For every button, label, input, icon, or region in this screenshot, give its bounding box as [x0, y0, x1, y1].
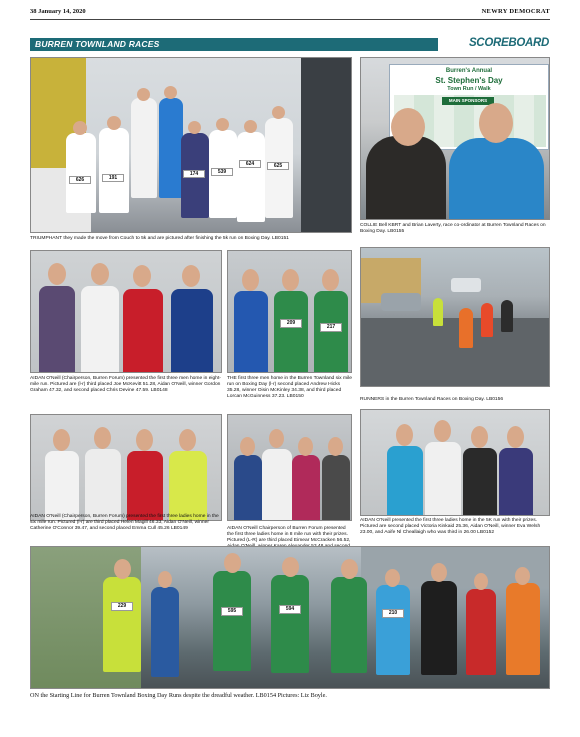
- runner-figure: [237, 132, 265, 222]
- person-head: [328, 437, 343, 456]
- person-figure: [81, 286, 119, 373]
- person-figure: [292, 455, 320, 521]
- person-head: [298, 437, 313, 456]
- runner-head: [188, 121, 201, 134]
- person-head: [53, 429, 70, 451]
- caption-first-three-men-six-mile: THE first three men home in the Burren Townland six mile run on Boxing Day (l-r) second placed Andrew Hicks 35.28, winner Oisin McKinley 34.38, and third placed Lorcan McGuinness 37.23. LB0150: [227, 376, 352, 399]
- photo-runners-road: [360, 247, 550, 387]
- runner-figure: [421, 581, 457, 675]
- person-head: [434, 420, 451, 442]
- parked-car: [451, 278, 481, 292]
- person-head: [133, 265, 151, 287]
- caption-first-three-men-eight-mile: AIDAN O'Neill (Chairperson, Burren Forum) presented the first three men home in eight-mile run. Pictured are (l-r) third placed Joe McKevitt 51.28, Aidan O'Neill, winner Gordon Graham 47.32, and second placed Chris Devine 47.59. LB0148: [30, 376, 221, 393]
- person-figure: [274, 291, 308, 373]
- sign-line-3: Town Run / Walk: [447, 86, 491, 92]
- runner-head: [244, 120, 257, 133]
- photo-first-three-ladies-six-mile: [30, 414, 222, 521]
- person-head: [136, 429, 153, 451]
- person-head: [507, 426, 524, 448]
- photo-first-three-men-six-mile: [227, 250, 352, 373]
- runner-head: [216, 118, 229, 131]
- race-bib: 229: [111, 602, 133, 611]
- photo-background-window: [301, 58, 352, 233]
- person-figure: [425, 442, 461, 516]
- parked-car: [381, 293, 421, 311]
- runner-head: [164, 86, 177, 99]
- runner-figure: [506, 583, 540, 675]
- photo-first-three-ladies-5k: [360, 409, 550, 516]
- runner-figure: [213, 571, 251, 671]
- sign-sponsors-banner: MAIN SPONSORS: [442, 97, 494, 105]
- person-head: [282, 269, 299, 291]
- caption-couch-to-5k: TRIUMPHANT they made the move from Couch to 5k and are pictured after finishing the 5k run on Boxing Day. LB0151: [30, 236, 289, 241]
- person-figure: [39, 286, 75, 373]
- race-bib: 191: [102, 174, 124, 182]
- runner-figure: [501, 300, 513, 332]
- runner-head: [158, 571, 172, 588]
- race-bib: 595: [221, 607, 243, 616]
- person-head: [391, 108, 425, 146]
- race-bib: 539: [211, 168, 233, 176]
- person-head: [269, 429, 284, 448]
- person-figure: [322, 455, 350, 521]
- section-title: BURREN TOWNLAND RACES: [35, 39, 160, 49]
- runner-head: [272, 106, 285, 119]
- person-head: [479, 103, 513, 143]
- runner-figure: [481, 303, 493, 337]
- person-head: [240, 437, 255, 456]
- person-figure: [234, 455, 262, 521]
- runner-figure: [99, 128, 129, 213]
- person-figure: [262, 449, 292, 521]
- runner-head: [137, 88, 150, 101]
- runner-figure: [159, 98, 183, 198]
- race-bib: 594: [279, 605, 301, 614]
- runner-head: [282, 557, 299, 577]
- race-bib: 625: [267, 162, 289, 170]
- person-head: [94, 427, 111, 449]
- person-head: [182, 265, 200, 287]
- caption-first-three-ladies-six-mile: AIDAN O'Neill (Chairperson, Burren Forum) presented the first three ladies home in the six mile run. Pictured (l-r) are third placed Helen Magill 46.33, Aidan O'Neill, winner Catherine O'Connor 39.47, and second placed Emma Cull 45.26 LB0149: [30, 514, 219, 531]
- runner-figure: [459, 308, 473, 348]
- runner-figure: [151, 587, 179, 677]
- runner-head: [431, 563, 447, 582]
- photo-first-three-ladies-eight-mile: [227, 414, 352, 521]
- scoreboard-logo: SCOREBOARD: [438, 37, 550, 52]
- runner-head: [107, 116, 121, 130]
- marshal-figure: [433, 298, 443, 326]
- photo-first-three-men-eight-mile: [30, 250, 222, 373]
- road-surface: [361, 318, 550, 387]
- runner-figure: [466, 589, 496, 675]
- page-date: 38 January 14, 2020: [30, 8, 86, 15]
- runner-head: [114, 559, 131, 579]
- runner-figure: [271, 575, 309, 673]
- person-head: [48, 263, 66, 285]
- person-head: [91, 263, 109, 285]
- person-figure: [85, 449, 121, 521]
- person-figure: [314, 291, 348, 373]
- sign-line-1: Burren's Annual: [445, 68, 493, 74]
- runner-head: [73, 121, 87, 135]
- caption-collie-bell: COLLIE Bell KBRT and Brian Laverty, race co-ordinator at Burren Townland Races on Boxing Day. LB0155: [360, 223, 546, 234]
- person-figure: [127, 451, 163, 521]
- runner-head: [474, 573, 488, 590]
- person-figure: [366, 136, 446, 220]
- runner-head: [224, 553, 241, 573]
- race-bib: 217: [320, 323, 342, 332]
- race-bib: 624: [239, 160, 261, 168]
- race-bib: 626: [69, 176, 91, 184]
- newspaper-name: NEWRY DEMOCRAT: [481, 8, 550, 15]
- person-head: [396, 424, 413, 446]
- runner-head: [515, 567, 530, 585]
- photo-collie-bell-brian-laverty: [360, 57, 550, 220]
- person-figure: [449, 138, 544, 220]
- runner-figure: [103, 577, 141, 672]
- person-figure: [45, 451, 79, 521]
- runner-figure: [331, 577, 367, 673]
- race-bib: 209: [280, 319, 302, 328]
- caption-first-three-ladies-5k: AIDAN O'Neill presented the first three ladies home in the 5K run with their prizes. Pictured are second placed Victoria Kinkaid 25.36, Aidan O'Neill, winner Eva Welsh 23.00, and Aoife Nl Cheallaigh who was third in 26.00 LB0152: [360, 518, 541, 535]
- runner-head: [385, 569, 400, 587]
- person-figure: [499, 448, 533, 516]
- runner-figure: [376, 585, 410, 675]
- caption-runners-road: RUNNERS in the Burren Townland Races on Boxing Day. LB0156: [360, 397, 504, 402]
- runner-figure: [66, 133, 96, 213]
- sign-line-2: St. Stephen's Day: [435, 76, 503, 85]
- race-bib: 174: [183, 170, 205, 178]
- runner-figure: [131, 98, 157, 198]
- runner-head: [341, 559, 358, 579]
- person-head: [179, 429, 196, 451]
- person-figure: [171, 289, 213, 373]
- person-figure: [463, 448, 497, 516]
- person-head: [322, 269, 339, 291]
- person-figure: [123, 289, 163, 373]
- person-figure: [169, 451, 207, 521]
- section-band: [30, 38, 550, 51]
- person-figure: [387, 446, 423, 516]
- page-header: [30, 6, 550, 18]
- header-rule: [30, 19, 550, 20]
- caption-starting-line: ON the Starting Line for Burren Townland Boxing Day Runs despite the dreadful weather. LB0154 Pictures: Liz Boyle.: [30, 692, 327, 699]
- person-figure: [234, 291, 268, 373]
- caption-first-three-ladies-eight-mile: AIDAN O'Neill Chairperson of Burren Forum presented the first three ladies home in 8 mile run with their prizes. Pictured (L-R) are third placed Eimear McCracken 56.52,: [227, 526, 351, 543]
- race-bib: 210: [382, 609, 404, 618]
- person-head: [471, 426, 488, 448]
- photo-starting-line: [30, 546, 550, 689]
- person-head: [242, 269, 259, 291]
- photo-couch-to-5k-group: [30, 57, 352, 233]
